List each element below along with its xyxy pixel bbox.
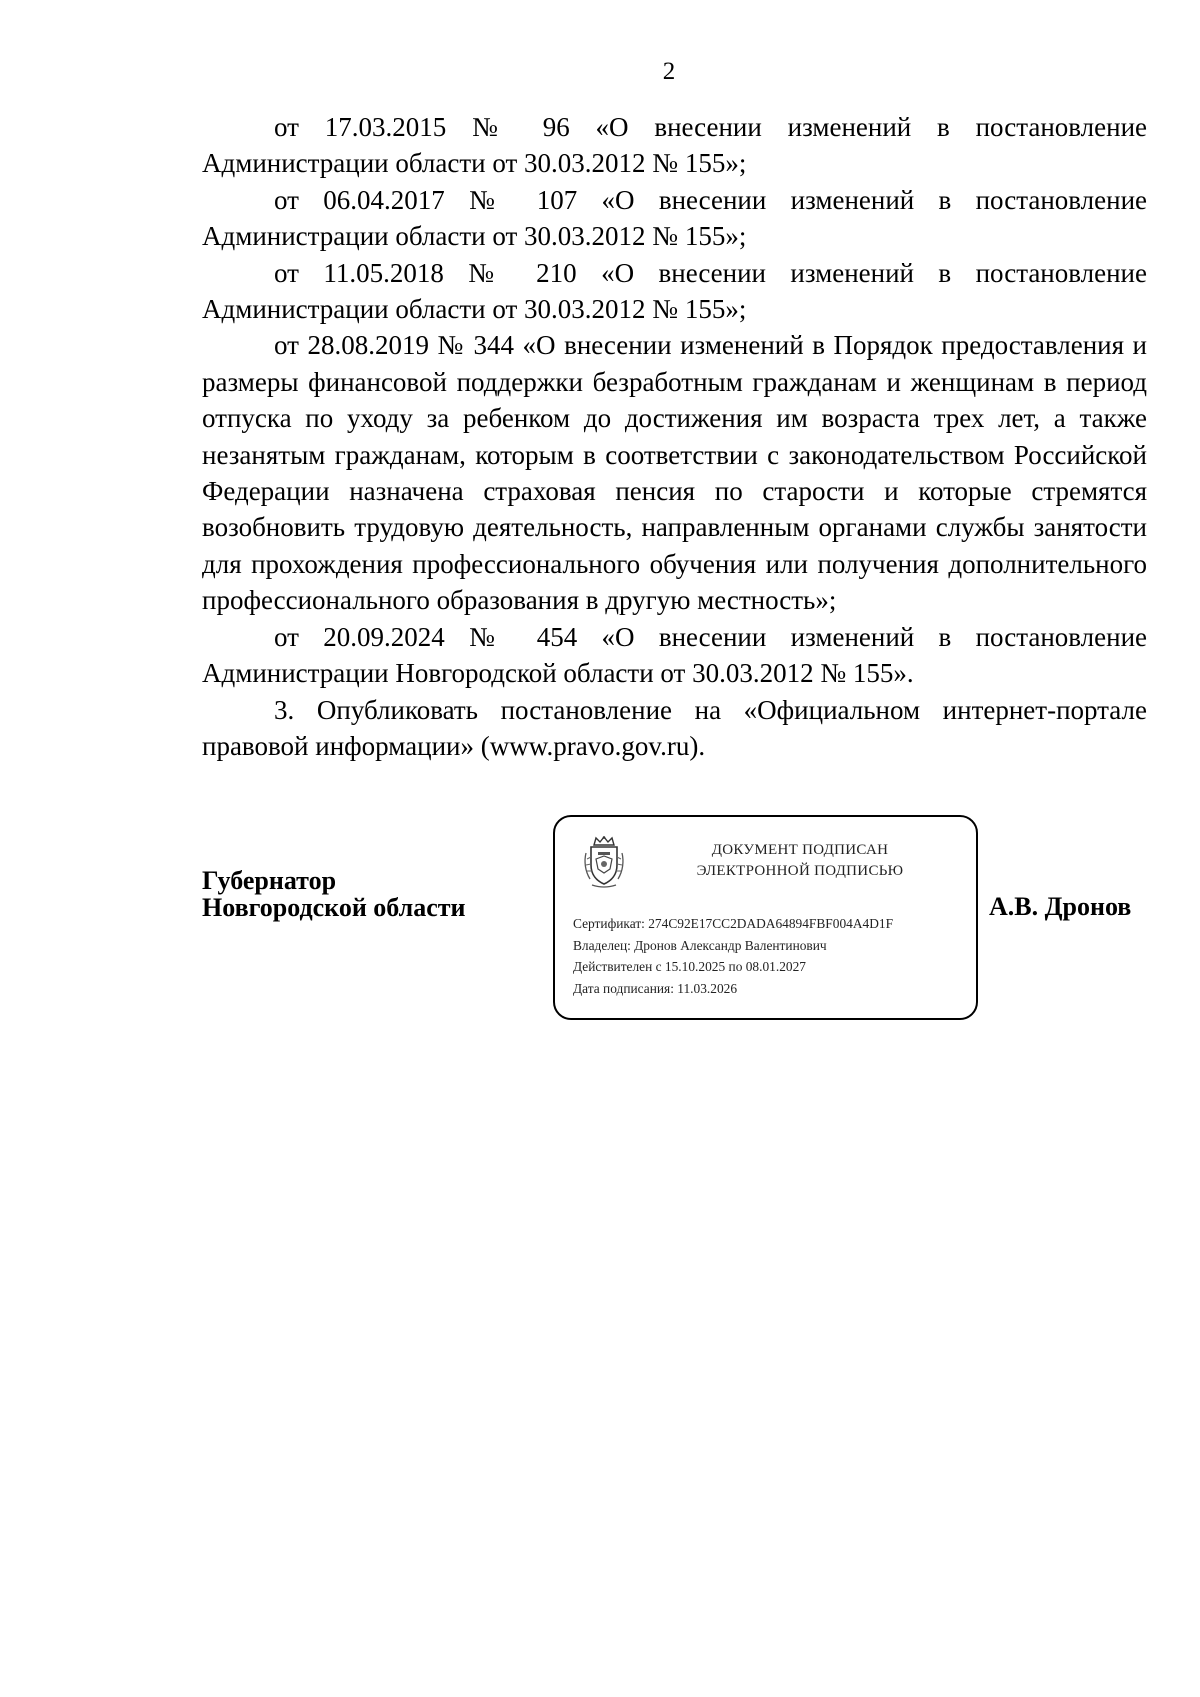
stamp-title-line-2: ЭЛЕКТРОННОЙ ПОДПИСЬЮ bbox=[696, 863, 904, 879]
electronic-signature-stamp bbox=[553, 815, 978, 1020]
signer-name: А.В. Дронов bbox=[989, 892, 1132, 921]
signer-position-title: Губернатор bbox=[202, 866, 337, 895]
certificate-validity: Действителен с 15.10.2025 по 08.01.2027 bbox=[573, 959, 806, 974]
paragraph-amendment-2019: от 28.08.2019 № 344 «О внесении изменений в Порядок предоставления и размеры финансовой поддержки безработным гражданам и женщинам в период отпуска по уходу за ребенком до достижения им возраста трех лет, а также незанятым гражданам, которым в соответствии с законодательством Российской Федерации назначена страховая пенсия по старости и которые стремятся возобновить трудовую деятельность, направленным органами службы занятости для прохождения профессионального обучения или получения дополнительного профессионального образования в другую местность»; bbox=[202, 330, 1147, 616]
certificate-number: Сертификат: 274C92E17CC2DADA64894FBF004A4D1F bbox=[573, 916, 894, 931]
paragraph-amendment-2015: от 17.03.2015 № 96 «О внесении изменений в постановление Администрации области от 30.03.2012 № 155»; bbox=[202, 112, 1147, 179]
certificate-owner: Владелец: Дронов Александр Валентинович bbox=[573, 937, 827, 953]
signing-date: Дата подписания: 11.03.2026 bbox=[573, 980, 738, 996]
signature-block bbox=[0, 815, 1200, 1035]
page-number: 2 bbox=[662, 58, 676, 85]
signer-position bbox=[202, 867, 542, 921]
paragraph-amendment-2017: от 06.04.2017 № 107 «О внесении изменений в постановление Администрации области от 30.03.2012 № 155»; bbox=[202, 184, 1147, 252]
stamp-details bbox=[573, 913, 973, 999]
signer-position-region: Новгородской области bbox=[202, 893, 466, 922]
stamp-title bbox=[675, 840, 925, 882]
document-body bbox=[202, 109, 1147, 764]
paragraph-amendment-2018: от 11.05.2018 № 210 «О внесении изменений в постановление Администрации области от 30.03.2012 № 155»; bbox=[202, 257, 1147, 325]
stamp-title-line-1: ДОКУМЕНТ ПОДПИСАН bbox=[711, 842, 889, 858]
paragraph-amendment-2024: от 20.09.2024 № 454 «О внесении изменений в постановление Администрации Новгородской области от 30.03.2012 № 155». bbox=[202, 621, 1147, 689]
coat-of-arms-icon bbox=[582, 835, 626, 889]
paragraph-publish-clause: 3. Опубликовать постановление на «Официальном интернет-портале правовой информации» (www.pravo.gov.ru). bbox=[202, 694, 1147, 761]
